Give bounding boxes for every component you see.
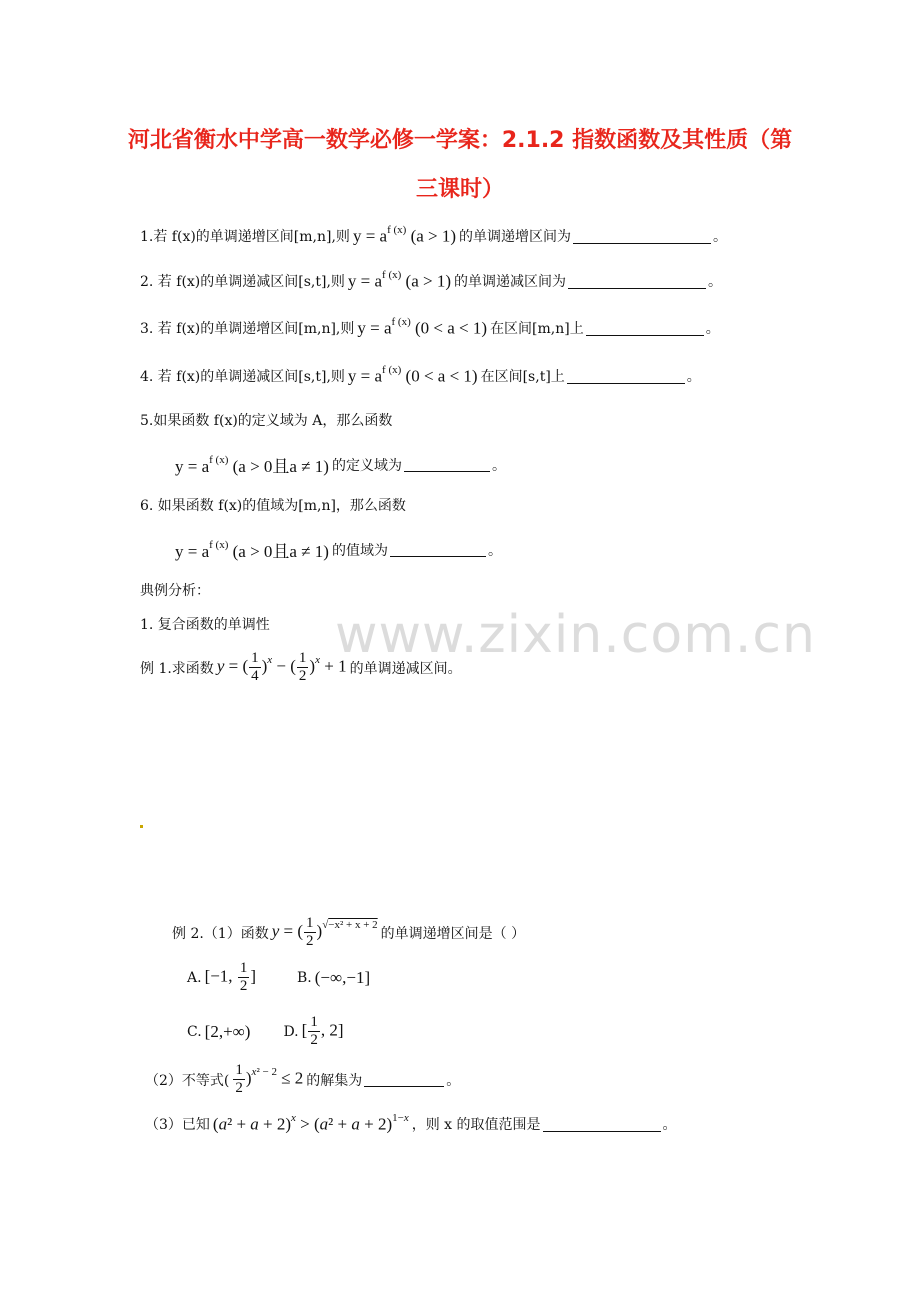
question-3: 3. 若 f(x)的单调递增区间[m,n],则 $y = a^{f (x)}$ (0 < a < 1) 在区间[m,n]上 。 xyxy=(140,316,720,338)
title-line-2: 三课时） xyxy=(415,177,504,202)
formula: y = ( $\frac{1}{4}$ )$^x$ − ( $\frac{1}{2}$ )$^x$ + 1 xyxy=(216,650,347,684)
example-2-part-2: （2）不等式( $\frac{1}{2}$ )$^{x^2 - 2}$ ≤ 2 的解集为 。 xyxy=(145,1062,461,1096)
option-d-math: [ $\frac{1}{2}$ , 2] xyxy=(301,1014,344,1048)
formula: $(a^2 + a + 2)^x > (a^2 + a + 2)^{1-x}$ xyxy=(212,1112,409,1134)
answer-blank[interactable] xyxy=(364,1072,444,1087)
option-b-math: (−∞,−1] xyxy=(314,967,371,987)
question-1: 1.若 f(x)的单调递增区间[m,n],则 $y = a^{f (x)}$ (a > 1) 的单调递增区间为 。 xyxy=(140,224,728,246)
formula: $y = a^{f (x)}$ (a > 0且a ≠ 1) xyxy=(175,539,329,561)
answer-blank[interactable] xyxy=(543,1117,661,1132)
option-row-cd xyxy=(187,1014,346,1049)
question-5-formula-line: $y = a^{f (x)}$ (a > 0且a ≠ 1) 的定义域为 。 xyxy=(172,452,506,477)
answer-blank[interactable] xyxy=(586,321,704,336)
example-1: 例 1.求函数 y = ( $\frac{1}{4}$ )$^x$ − ( $\frac{1}{2}$ )$^x$ + 1 的单调递减区间。 xyxy=(140,650,462,684)
formula: $y = a^{f (x)}$ (a > 0且a ≠ 1) xyxy=(175,454,329,476)
option-c-label[interactable]: C. xyxy=(187,1023,202,1040)
speck xyxy=(140,825,143,828)
formula: y = ( $\frac{1}{2}$ )$^{√-x^2 + x + 2}$ xyxy=(271,915,378,949)
example-2-part-3: （3）已知 $(a^2 + a + 2)^x > (a^2 + a + 2)^{1-x}$ ，则 x 的取值范围是 。 xyxy=(145,1112,677,1134)
question-4: 4. 若 f(x)的单调递减区间[s,t],则 $y = a^{f (x)}$ (0 < a < 1) 在区间[s,t]上 。 xyxy=(140,364,701,386)
formula: $y = a^{f (x)}$ (a > 1) xyxy=(347,269,452,291)
answer-blank[interactable] xyxy=(573,229,711,244)
question-6: 6. 如果函数 f(x)的值域为[m,n]，那么函数 xyxy=(140,498,406,514)
subsection-heading: 1. 复合函数的单调性 xyxy=(140,617,270,633)
question-6-formula-line: $y = a^{f (x)}$ (a > 0且a ≠ 1) 的值域为 。 xyxy=(172,537,502,562)
question-5: 5.如果函数 f(x)的定义域为 A，那么函数 xyxy=(140,413,393,429)
formula: $y = a^{f (x)}$ (a > 1) xyxy=(352,224,457,246)
section-heading: 典例分析： xyxy=(140,583,210,599)
watermark: www.zixin.com.cn xyxy=(335,605,816,665)
option-row-ab xyxy=(187,960,373,995)
formula: $y = a^{f (x)}$ (0 < a < 1) xyxy=(347,364,478,386)
option-b-label[interactable]: B. xyxy=(296,969,312,986)
formula: $y = a^{f (x)}$ (0 < a < 1) xyxy=(357,316,488,338)
title-line-1: 河北省衡水中学高一数学必修一学案：2.1.2 指数函数及其性质（第 xyxy=(127,128,793,153)
answer-blank[interactable] xyxy=(568,274,706,289)
formula: $\frac{1}{2}$ )$^{x^2 - 2}$ ≤ 2 xyxy=(235,1062,304,1096)
answer-blank[interactable] xyxy=(567,369,685,384)
answer-blank[interactable] xyxy=(390,542,486,557)
example-2-part-1: 例 2.（1）函数 y = ( $\frac{1}{2}$ )$^{√-x^2 + x + 2}$ 的单调递增区间是（ ） xyxy=(172,915,526,949)
option-d-label[interactable]: D. xyxy=(283,1023,299,1040)
answer-blank[interactable] xyxy=(404,457,490,472)
question-2: 2. 若 f(x)的单调递减区间[s,t],则 $y = a^{f (x)}$ (a > 1) 的单调递减区间为 。 xyxy=(140,269,723,291)
option-a-math: [−1, $\frac{1}{2}$ ] xyxy=(204,960,256,994)
option-a-label[interactable]: A. xyxy=(187,969,202,986)
option-c-math: [2,+∞) xyxy=(204,1021,251,1041)
